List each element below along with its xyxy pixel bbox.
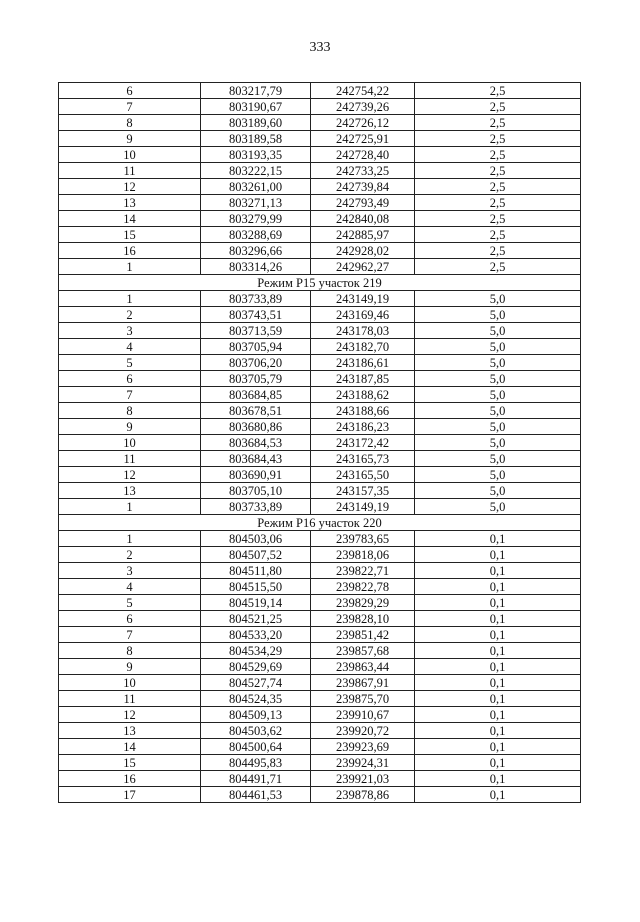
y-coordinate-cell: 239920,72 — [311, 723, 415, 739]
value-cell: 0,1 — [415, 547, 581, 563]
x-coordinate-cell: 804511,80 — [201, 563, 311, 579]
value-cell: 5,0 — [415, 387, 581, 403]
table-row — [59, 579, 581, 595]
table-row — [59, 403, 581, 419]
table-row — [59, 435, 581, 451]
x-coordinate-cell: 803690,91 — [201, 467, 311, 483]
section-header-row — [59, 515, 581, 531]
point-number-cell: 13 — [59, 195, 201, 211]
y-coordinate-cell: 243165,73 — [311, 451, 415, 467]
x-coordinate-cell: 803261,00 — [201, 179, 311, 195]
value-cell: 2,5 — [415, 211, 581, 227]
table-row — [59, 707, 581, 723]
x-coordinate-cell: 803705,10 — [201, 483, 311, 499]
value-cell: 2,5 — [415, 131, 581, 147]
value-cell: 0,1 — [415, 707, 581, 723]
value-cell: 2,5 — [415, 83, 581, 99]
value-cell: 0,1 — [415, 771, 581, 787]
x-coordinate-cell: 804507,52 — [201, 547, 311, 563]
value-cell: 0,1 — [415, 643, 581, 659]
x-coordinate-cell: 804503,06 — [201, 531, 311, 547]
value-cell: 2,5 — [415, 195, 581, 211]
value-cell: 2,5 — [415, 115, 581, 131]
y-coordinate-cell: 242962,27 — [311, 259, 415, 275]
y-coordinate-cell: 239921,03 — [311, 771, 415, 787]
x-coordinate-cell: 803217,79 — [201, 83, 311, 99]
value-cell: 0,1 — [415, 787, 581, 803]
point-number-cell: 2 — [59, 547, 201, 563]
table-row — [59, 419, 581, 435]
value-cell: 0,1 — [415, 531, 581, 547]
y-coordinate-cell: 242739,26 — [311, 99, 415, 115]
table-row — [59, 643, 581, 659]
y-coordinate-cell: 243149,19 — [311, 291, 415, 307]
table-row — [59, 371, 581, 387]
x-coordinate-cell: 804521,25 — [201, 611, 311, 627]
x-coordinate-cell: 804529,69 — [201, 659, 311, 675]
value-cell: 2,5 — [415, 243, 581, 259]
x-coordinate-cell: 804515,50 — [201, 579, 311, 595]
y-coordinate-cell: 239910,67 — [311, 707, 415, 723]
table-row — [59, 755, 581, 771]
table-row — [59, 563, 581, 579]
table-row — [59, 323, 581, 339]
y-coordinate-cell: 242728,40 — [311, 147, 415, 163]
table-row — [59, 99, 581, 115]
x-coordinate-cell: 803684,43 — [201, 451, 311, 467]
y-coordinate-cell: 239783,65 — [311, 531, 415, 547]
value-cell: 5,0 — [415, 419, 581, 435]
point-number-cell: 11 — [59, 691, 201, 707]
point-number-cell: 13 — [59, 723, 201, 739]
table-row — [59, 595, 581, 611]
value-cell: 0,1 — [415, 723, 581, 739]
y-coordinate-cell: 243149,19 — [311, 499, 415, 515]
x-coordinate-cell: 804491,71 — [201, 771, 311, 787]
x-coordinate-cell: 803271,13 — [201, 195, 311, 211]
point-number-cell: 13 — [59, 483, 201, 499]
value-cell: 5,0 — [415, 451, 581, 467]
point-number-cell: 1 — [59, 291, 201, 307]
x-coordinate-cell: 804527,74 — [201, 675, 311, 691]
x-coordinate-cell: 804500,64 — [201, 739, 311, 755]
y-coordinate-cell: 243169,46 — [311, 307, 415, 323]
table-row — [59, 547, 581, 563]
table-row — [59, 723, 581, 739]
y-coordinate-cell: 239828,10 — [311, 611, 415, 627]
table-row — [59, 291, 581, 307]
value-cell: 5,0 — [415, 467, 581, 483]
y-coordinate-cell: 242885,97 — [311, 227, 415, 243]
y-coordinate-cell: 239857,68 — [311, 643, 415, 659]
table-row — [59, 147, 581, 163]
y-coordinate-cell: 243182,70 — [311, 339, 415, 355]
point-number-cell: 10 — [59, 147, 201, 163]
table-row — [59, 195, 581, 211]
x-coordinate-cell: 803705,79 — [201, 371, 311, 387]
value-cell: 2,5 — [415, 147, 581, 163]
value-cell: 0,1 — [415, 659, 581, 675]
x-coordinate-cell: 803705,94 — [201, 339, 311, 355]
point-number-cell: 4 — [59, 339, 201, 355]
table-row — [59, 339, 581, 355]
point-number-cell: 2 — [59, 307, 201, 323]
value-cell: 5,0 — [415, 307, 581, 323]
y-coordinate-cell: 242739,84 — [311, 179, 415, 195]
value-cell: 0,1 — [415, 755, 581, 771]
table-row — [59, 211, 581, 227]
table-row — [59, 163, 581, 179]
y-coordinate-cell: 242726,12 — [311, 115, 415, 131]
y-coordinate-cell: 239822,71 — [311, 563, 415, 579]
value-cell: 2,5 — [415, 179, 581, 195]
y-coordinate-cell: 239878,86 — [311, 787, 415, 803]
y-coordinate-cell: 239818,06 — [311, 547, 415, 563]
value-cell: 5,0 — [415, 355, 581, 371]
value-cell: 0,1 — [415, 691, 581, 707]
value-cell: 0,1 — [415, 611, 581, 627]
section-title: Режим Р15 участок 219 — [59, 275, 581, 291]
value-cell: 5,0 — [415, 435, 581, 451]
point-number-cell: 8 — [59, 643, 201, 659]
x-coordinate-cell: 803706,20 — [201, 355, 311, 371]
value-cell: 5,0 — [415, 483, 581, 499]
point-number-cell: 1 — [59, 499, 201, 515]
table-row — [59, 115, 581, 131]
point-number-cell: 5 — [59, 355, 201, 371]
table-row — [59, 691, 581, 707]
x-coordinate-cell: 803190,67 — [201, 99, 311, 115]
point-number-cell: 3 — [59, 563, 201, 579]
value-cell: 0,1 — [415, 739, 581, 755]
x-coordinate-cell: 803279,99 — [201, 211, 311, 227]
table-body — [59, 83, 581, 803]
y-coordinate-cell: 239867,91 — [311, 675, 415, 691]
value-cell: 5,0 — [415, 291, 581, 307]
point-number-cell: 4 — [59, 579, 201, 595]
table-row — [59, 307, 581, 323]
point-number-cell: 7 — [59, 99, 201, 115]
point-number-cell: 9 — [59, 131, 201, 147]
table-row — [59, 83, 581, 99]
y-coordinate-cell: 242725,91 — [311, 131, 415, 147]
point-number-cell: 12 — [59, 707, 201, 723]
table-row — [59, 467, 581, 483]
y-coordinate-cell: 239851,42 — [311, 627, 415, 643]
point-number-cell: 15 — [59, 227, 201, 243]
section-title: Режим Р16 участок 220 — [59, 515, 581, 531]
y-coordinate-cell: 242840,08 — [311, 211, 415, 227]
x-coordinate-cell: 803222,15 — [201, 163, 311, 179]
x-coordinate-cell: 804519,14 — [201, 595, 311, 611]
point-number-cell: 9 — [59, 659, 201, 675]
value-cell: 0,1 — [415, 563, 581, 579]
table-row — [59, 499, 581, 515]
value-cell: 2,5 — [415, 99, 581, 115]
point-number-cell: 16 — [59, 243, 201, 259]
y-coordinate-cell: 243165,50 — [311, 467, 415, 483]
y-coordinate-cell: 242928,02 — [311, 243, 415, 259]
point-number-cell: 12 — [59, 467, 201, 483]
table-row — [59, 451, 581, 467]
point-number-cell: 5 — [59, 595, 201, 611]
value-cell: 5,0 — [415, 403, 581, 419]
value-cell: 5,0 — [415, 371, 581, 387]
value-cell: 5,0 — [415, 499, 581, 515]
point-number-cell: 15 — [59, 755, 201, 771]
x-coordinate-cell: 804461,53 — [201, 787, 311, 803]
x-coordinate-cell: 803288,69 — [201, 227, 311, 243]
point-number-cell: 11 — [59, 163, 201, 179]
x-coordinate-cell: 804509,13 — [201, 707, 311, 723]
x-coordinate-cell: 803713,59 — [201, 323, 311, 339]
y-coordinate-cell: 243186,23 — [311, 419, 415, 435]
value-cell: 0,1 — [415, 595, 581, 611]
value-cell: 5,0 — [415, 323, 581, 339]
x-coordinate-cell: 803743,51 — [201, 307, 311, 323]
y-coordinate-cell: 243186,61 — [311, 355, 415, 371]
x-coordinate-cell: 803733,89 — [201, 499, 311, 515]
point-number-cell: 3 — [59, 323, 201, 339]
point-number-cell: 7 — [59, 627, 201, 643]
table-row — [59, 739, 581, 755]
point-number-cell: 8 — [59, 115, 201, 131]
y-coordinate-cell: 242733,25 — [311, 163, 415, 179]
y-coordinate-cell: 243187,85 — [311, 371, 415, 387]
table-row — [59, 531, 581, 547]
table-row — [59, 179, 581, 195]
x-coordinate-cell: 803678,51 — [201, 403, 311, 419]
value-cell: 2,5 — [415, 227, 581, 243]
point-number-cell: 9 — [59, 419, 201, 435]
x-coordinate-cell: 803189,58 — [201, 131, 311, 147]
y-coordinate-cell: 239822,78 — [311, 579, 415, 595]
y-coordinate-cell: 239829,29 — [311, 595, 415, 611]
table-row — [59, 787, 581, 803]
value-cell: 2,5 — [415, 259, 581, 275]
value-cell: 5,0 — [415, 339, 581, 355]
value-cell: 0,1 — [415, 627, 581, 643]
point-number-cell: 14 — [59, 211, 201, 227]
table-row — [59, 243, 581, 259]
point-number-cell: 16 — [59, 771, 201, 787]
y-coordinate-cell: 243157,35 — [311, 483, 415, 499]
x-coordinate-cell: 803684,85 — [201, 387, 311, 403]
table-row — [59, 627, 581, 643]
point-number-cell: 6 — [59, 83, 201, 99]
x-coordinate-cell: 804524,35 — [201, 691, 311, 707]
x-coordinate-cell: 804495,83 — [201, 755, 311, 771]
coordinates-table — [58, 82, 581, 803]
y-coordinate-cell: 239923,69 — [311, 739, 415, 755]
y-coordinate-cell: 243172,42 — [311, 435, 415, 451]
y-coordinate-cell: 243188,66 — [311, 403, 415, 419]
section-header-row — [59, 275, 581, 291]
table-row — [59, 771, 581, 787]
value-cell: 0,1 — [415, 579, 581, 595]
x-coordinate-cell: 803314,26 — [201, 259, 311, 275]
y-coordinate-cell: 243178,03 — [311, 323, 415, 339]
table-row — [59, 131, 581, 147]
point-number-cell: 10 — [59, 435, 201, 451]
point-number-cell: 6 — [59, 611, 201, 627]
table-row — [59, 227, 581, 243]
x-coordinate-cell: 803193,35 — [201, 147, 311, 163]
x-coordinate-cell: 804534,29 — [201, 643, 311, 659]
point-number-cell: 1 — [59, 531, 201, 547]
point-number-cell: 11 — [59, 451, 201, 467]
point-number-cell: 8 — [59, 403, 201, 419]
table-row — [59, 483, 581, 499]
page-number: 333 — [309, 40, 331, 55]
point-number-cell: 12 — [59, 179, 201, 195]
x-coordinate-cell: 803189,60 — [201, 115, 311, 131]
y-coordinate-cell: 239863,44 — [311, 659, 415, 675]
point-number-cell: 17 — [59, 787, 201, 803]
y-coordinate-cell: 239924,31 — [311, 755, 415, 771]
x-coordinate-cell: 803733,89 — [201, 291, 311, 307]
point-number-cell: 10 — [59, 675, 201, 691]
x-coordinate-cell: 803680,86 — [201, 419, 311, 435]
x-coordinate-cell: 804503,62 — [201, 723, 311, 739]
x-coordinate-cell: 803296,66 — [201, 243, 311, 259]
y-coordinate-cell: 239875,70 — [311, 691, 415, 707]
point-number-cell: 6 — [59, 371, 201, 387]
table-row — [59, 675, 581, 691]
point-number-cell: 7 — [59, 387, 201, 403]
table-row — [59, 259, 581, 275]
table-row — [59, 355, 581, 371]
value-cell: 2,5 — [415, 163, 581, 179]
x-coordinate-cell: 804533,20 — [201, 627, 311, 643]
y-coordinate-cell: 242793,49 — [311, 195, 415, 211]
point-number-cell: 14 — [59, 739, 201, 755]
y-coordinate-cell: 243188,62 — [311, 387, 415, 403]
table-row — [59, 387, 581, 403]
table-row — [59, 659, 581, 675]
value-cell: 0,1 — [415, 675, 581, 691]
point-number-cell: 1 — [59, 259, 201, 275]
x-coordinate-cell: 803684,53 — [201, 435, 311, 451]
y-coordinate-cell: 242754,22 — [311, 83, 415, 99]
table-row — [59, 611, 581, 627]
